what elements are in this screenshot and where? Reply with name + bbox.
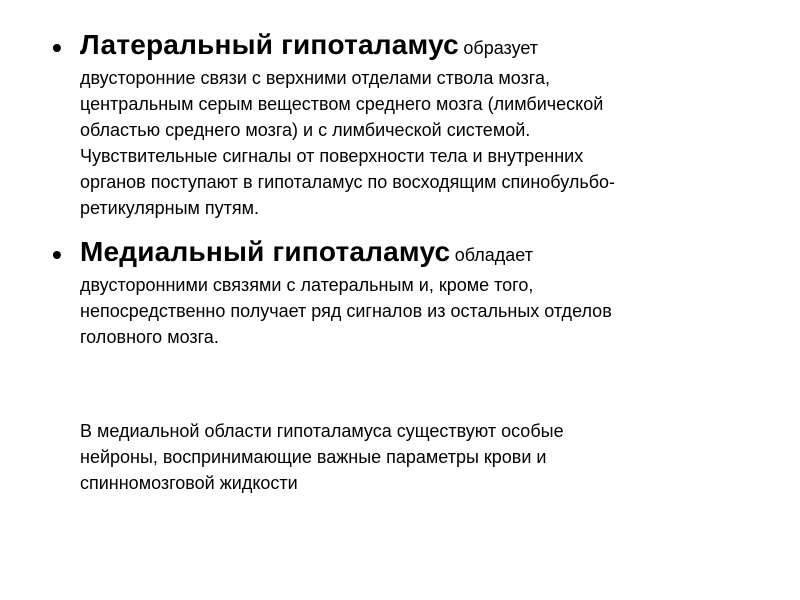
bullet-body-line: головного мозга. — [80, 327, 219, 347]
bullet-lateral-hypothalamus — [48, 28, 748, 221]
note-line: нейроны, воспринимающие важные параметры крови и — [80, 447, 547, 467]
note-line: В медиальной области гипоталамуса существуют особые — [80, 421, 564, 441]
bullet-body-line: ретикулярным путям. — [80, 198, 260, 218]
note-line: спинномозговой жидкости — [80, 473, 298, 493]
bullet-body-line: органов поступают в гипоталамус по восходящим спинобульбо- — [80, 172, 616, 192]
bullet-marker: • — [52, 32, 62, 63]
bullet-body-line: центральным серым веществом среднего мозга (лимбической — [80, 94, 604, 114]
bullet-body-line: непосредственно получает ряд сигналов из остальных отделов — [80, 301, 612, 321]
bullet-medial-hypothalamus — [48, 235, 748, 350]
bullet-body-line: двусторонними связями с латеральным и, кроме того, — [80, 275, 534, 295]
bullet-body-line: двусторонние связи с верхними отделами ствола мозга, — [80, 68, 550, 88]
bullet-heading: Медиальный гипоталамус — [80, 236, 451, 267]
bullet-heading: Латеральный гипоталамус — [80, 29, 459, 60]
bullet-lead-text: образует — [463, 38, 539, 58]
bullet-list — [48, 28, 748, 364]
bullet-body-line: Чувствительные сигналы от поверхности тела и внутренних — [80, 146, 584, 166]
note-paragraph — [80, 418, 720, 496]
bullet-body-line: областью среднего мозга) и с лимбической системой. — [80, 120, 531, 140]
bullet-marker: • — [52, 239, 62, 270]
bullet-lead-text: обладает — [454, 245, 533, 265]
